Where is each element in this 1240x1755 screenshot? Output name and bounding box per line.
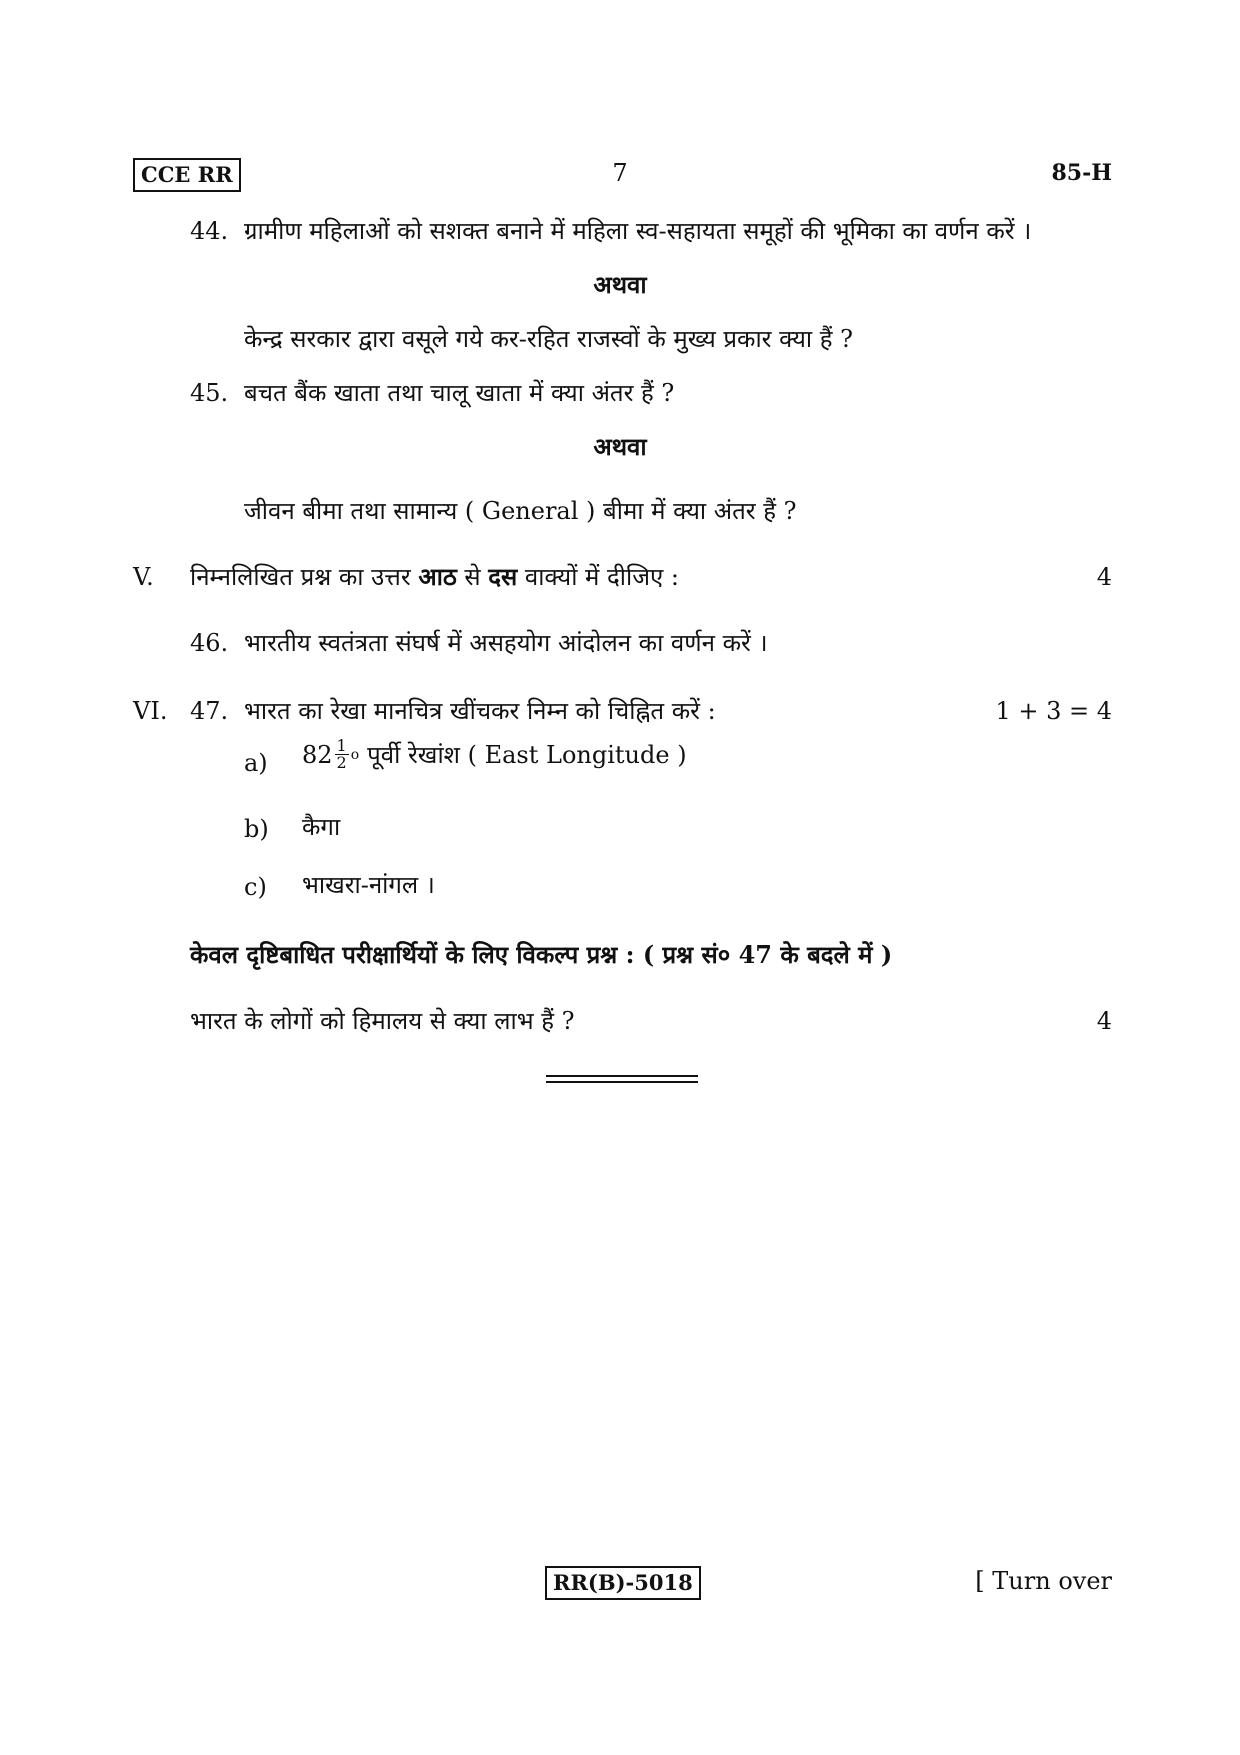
q47-number: 47. <box>190 697 229 725</box>
paper-code: 85-H <box>1051 160 1112 186</box>
section-v-instruction <box>190 562 679 592</box>
q47-item-c-label: c) <box>244 873 267 901</box>
q45-number: 45. <box>190 379 229 407</box>
q47-marks: 1 + 3 = 4 <box>995 697 1112 725</box>
q46-text: भारतीय स्वतंत्रता संघर्ष में असहयोग आंदोलन का वर्णन करें । <box>244 629 768 657</box>
longitude-fraction <box>335 738 349 771</box>
section-vi-roman: VI. <box>133 697 168 725</box>
q45-text: बचत बैंक खाता तथा चालू खाता में क्या अंतर हैं ? <box>244 379 675 407</box>
section-v-bold-1: आठ <box>418 562 457 591</box>
q47-item-c-text: भाखरा-नांगल । <box>302 871 435 899</box>
q45-alt-text: जीवन बीमा तथा सामान्य ( General ) बीमा में क्या अंतर हैं ? <box>244 497 797 525</box>
section-v-roman: V. <box>133 563 154 591</box>
section-v-instruction-post: वाक्यों में दीजिए : <box>517 563 679 591</box>
separator-rule-bottom <box>546 1081 698 1083</box>
alternative-heading: केवल दृष्टिबाधित परीक्षार्थियों के लिए विकल्प प्रश्न : ( प्रश्न सं० 47 के बदले में ) <box>190 940 893 969</box>
q47-item-a-text: पूर्वी रेखांश ( East Longitude ) <box>367 740 687 769</box>
degree-symbol: o <box>350 746 360 763</box>
q44-or-label: अथवा <box>593 270 647 299</box>
q47-text: भारत का रेखा मानचित्र खींचकर निम्न को चिह्नित करें : <box>244 697 716 725</box>
q47-item-b-label: b) <box>244 815 269 843</box>
section-v-marks: 4 <box>1096 563 1112 591</box>
fraction-denominator: 2 <box>336 753 347 772</box>
section-v-instruction-pre: निम्नलिखित प्रश्न का उत्तर <box>190 563 419 591</box>
q44-alt-text: केन्द्र सरकार द्वारा वसूले गये कर-रहित राजस्वों के मुख्य प्रकार क्या हैं ? <box>244 325 853 353</box>
q45-or-label: अथवा <box>593 432 647 461</box>
longitude-whole: 82 <box>302 740 333 769</box>
fraction-numerator: 1 <box>336 736 347 755</box>
turn-over: [ Turn over <box>975 1567 1112 1595</box>
q47-item-a <box>302 738 687 771</box>
q47-item-a-label: a) <box>244 749 268 777</box>
section-v-bold-2: दस <box>488 562 518 591</box>
separator-rule-top <box>546 1075 698 1077</box>
q47-item-b-text: कैगा <box>302 813 341 841</box>
alternative-question: भारत के लोगों को हिमालय से क्या लाभ हैं ? <box>190 1007 575 1035</box>
page-number: 7 <box>612 159 628 187</box>
q46-number: 46. <box>190 629 229 657</box>
q44-text: ग्रामीण महिलाओं को सशक्त बनाने में महिला स्व-सहायता समूहों की भूमिका का वर्णन करें । <box>244 217 1032 245</box>
section-v-instruction-mid: से <box>456 563 489 591</box>
alternative-marks: 4 <box>1096 1007 1112 1035</box>
footer-code-box: RR(B)-5018 <box>545 1566 701 1600</box>
q44-number: 44. <box>190 217 229 245</box>
header-code-box: CCE RR <box>133 158 241 192</box>
